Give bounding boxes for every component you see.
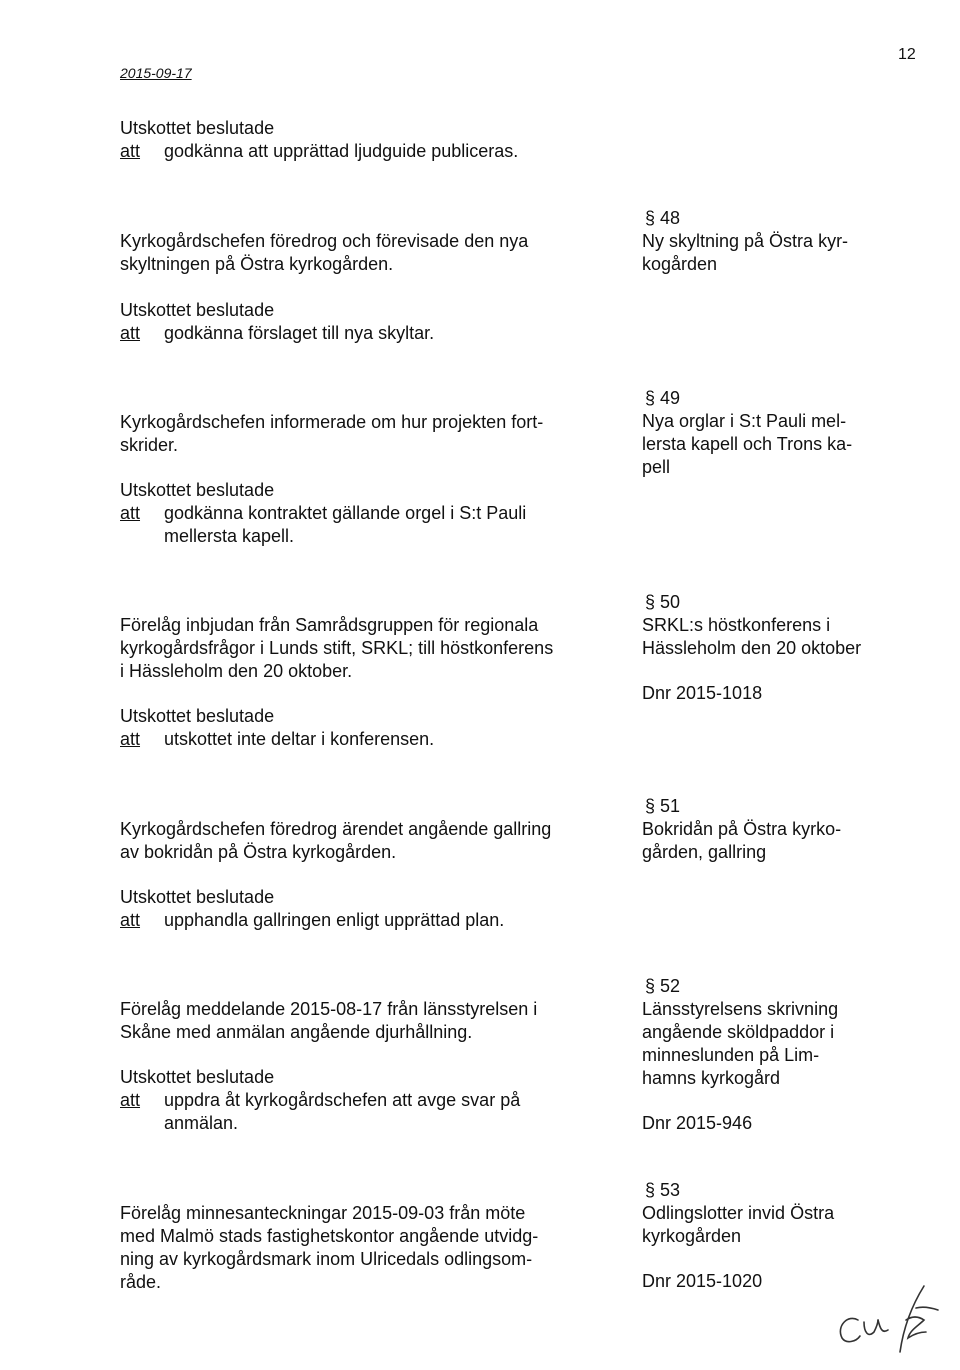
body-line: Förelåg minnesanteckningar 2015-09-03 från möte <box>120 1203 526 1223</box>
att-row <box>120 728 598 751</box>
body-line: skyltningen på Östra kyrkogården. <box>120 254 394 274</box>
item-title-line: kogården <box>642 254 718 274</box>
att-row <box>120 502 598 548</box>
body-line: med Malmö stads fastighetskontor angående utvidg- <box>120 1226 539 1246</box>
att-word: att <box>120 323 141 343</box>
item-title-line: lersta kapell och Trons ka- <box>642 434 853 454</box>
body-line: Kyrkogårdschefen föredrog och förevisade den nya <box>120 231 529 251</box>
body-line: råde. <box>120 1272 162 1292</box>
body-line: Kyrkogårdschefen föredrog ärendet angående gallring <box>120 819 552 839</box>
section-number: § 53 <box>645 1180 681 1200</box>
att-text <box>164 1089 598 1135</box>
item-title-line: Hässleholm den 20 oktober <box>642 638 862 658</box>
item-title-line: Nya orglar i S:t Pauli mel- <box>642 411 847 431</box>
att-text-line: mellersta kapell. <box>164 526 295 546</box>
item-title-line: hamns kyrkogård <box>642 1068 781 1088</box>
item-53-body <box>120 1202 598 1294</box>
att-word: att <box>120 729 141 749</box>
document-date: 2015-09-17 <box>120 65 192 81</box>
signature-icon <box>828 1280 952 1364</box>
att-text: upphandla gallringen enligt upprättad plan. <box>164 910 505 930</box>
item-52-body <box>120 998 598 1135</box>
body-line: i Hässleholm den 20 oktober. <box>120 661 353 681</box>
diary-number: Dnr 2015-1020 <box>642 1271 763 1291</box>
item-51-heading <box>642 795 892 864</box>
att-word: att <box>120 910 141 930</box>
item-title-line: Bokridån på Östra kyrko- <box>642 819 842 839</box>
item-title-line: kyrkogården <box>642 1226 742 1246</box>
item-title-line: Länsstyrelsens skrivning <box>642 999 839 1019</box>
item-49-heading <box>642 387 892 479</box>
att-text: godkänna att upprättad ljudguide publiceras. <box>164 141 519 161</box>
diary-number: Dnr 2015-1018 <box>642 683 763 703</box>
body-line: kyrkogårdsfrågor i Lunds stift, SRKL; till höstkonferens <box>120 638 554 658</box>
section-number: § 52 <box>645 976 681 996</box>
item-50-body <box>120 614 598 751</box>
body-line: Förelåg inbjudan från Samrådsgruppen för regionala <box>120 615 539 635</box>
decision-label: Utskottet beslutade <box>120 300 275 320</box>
att-row <box>120 909 598 932</box>
item-50-heading <box>642 591 892 705</box>
decision-label: Utskottet beslutade <box>120 706 275 726</box>
diary-number: Dnr 2015-946 <box>642 1113 753 1133</box>
item-title-line: pell <box>642 457 671 477</box>
body-line: ning av kyrkogårdsmark inom Ulricedals odlingsom- <box>120 1249 533 1269</box>
item-title-line: minneslunden på Lim- <box>642 1045 820 1065</box>
body-line: av bokridån på Östra kyrkogården. <box>120 842 397 862</box>
item-49-body <box>120 411 598 548</box>
att-text-line: anmälan. <box>164 1113 239 1133</box>
att-word: att <box>120 503 141 523</box>
item-52-heading <box>642 975 892 1135</box>
decision-label: Utskottet beslutade <box>120 118 275 138</box>
page-number: 12 <box>898 46 916 63</box>
att-row <box>120 322 598 345</box>
section-number: § 50 <box>645 592 681 612</box>
decision-label: Utskottet beslutade <box>120 887 275 907</box>
att-text: godkänna förslaget till nya skyltar. <box>164 323 435 343</box>
item-53-heading <box>642 1179 892 1293</box>
top-decision <box>120 117 598 163</box>
att-text-line: godkänna kontraktet gällande orgel i S:t Pauli <box>164 503 527 523</box>
body-line: skrider. <box>120 435 179 455</box>
att-word: att <box>120 1090 141 1110</box>
item-48-body <box>120 230 598 345</box>
item-title-line: Odlingslotter invid Östra <box>642 1203 835 1223</box>
att-text-line: uppdra åt kyrkogårdschefen att avge svar på <box>164 1090 521 1110</box>
body-line: Skåne med anmälan angående djurhållning. <box>120 1022 473 1042</box>
body-line: Förelåg meddelande 2015-08-17 från länsstyrelsen i <box>120 999 538 1019</box>
item-title-line: gården, gallring <box>642 842 767 862</box>
item-48-heading <box>642 207 892 276</box>
item-title-line: Ny skyltning på Östra kyr- <box>642 231 849 251</box>
item-51-body <box>120 818 598 932</box>
decision-label: Utskottet beslutade <box>120 1067 275 1087</box>
section-number: § 51 <box>645 796 681 816</box>
section-number: § 49 <box>645 388 681 408</box>
item-title-line: angående sköldpaddor i <box>642 1022 835 1042</box>
att-word: att <box>120 141 141 161</box>
att-row <box>120 140 598 163</box>
decision-label: Utskottet beslutade <box>120 480 275 500</box>
att-row <box>120 1089 598 1135</box>
item-title-line: SRKL:s höstkonferens i <box>642 615 831 635</box>
att-text: utskottet inte deltar i konferensen. <box>164 729 435 749</box>
handwritten-signature <box>828 1280 952 1370</box>
section-number: § 48 <box>645 208 681 228</box>
body-line: Kyrkogårdschefen informerade om hur projekten fort- <box>120 412 544 432</box>
att-text <box>164 502 598 548</box>
